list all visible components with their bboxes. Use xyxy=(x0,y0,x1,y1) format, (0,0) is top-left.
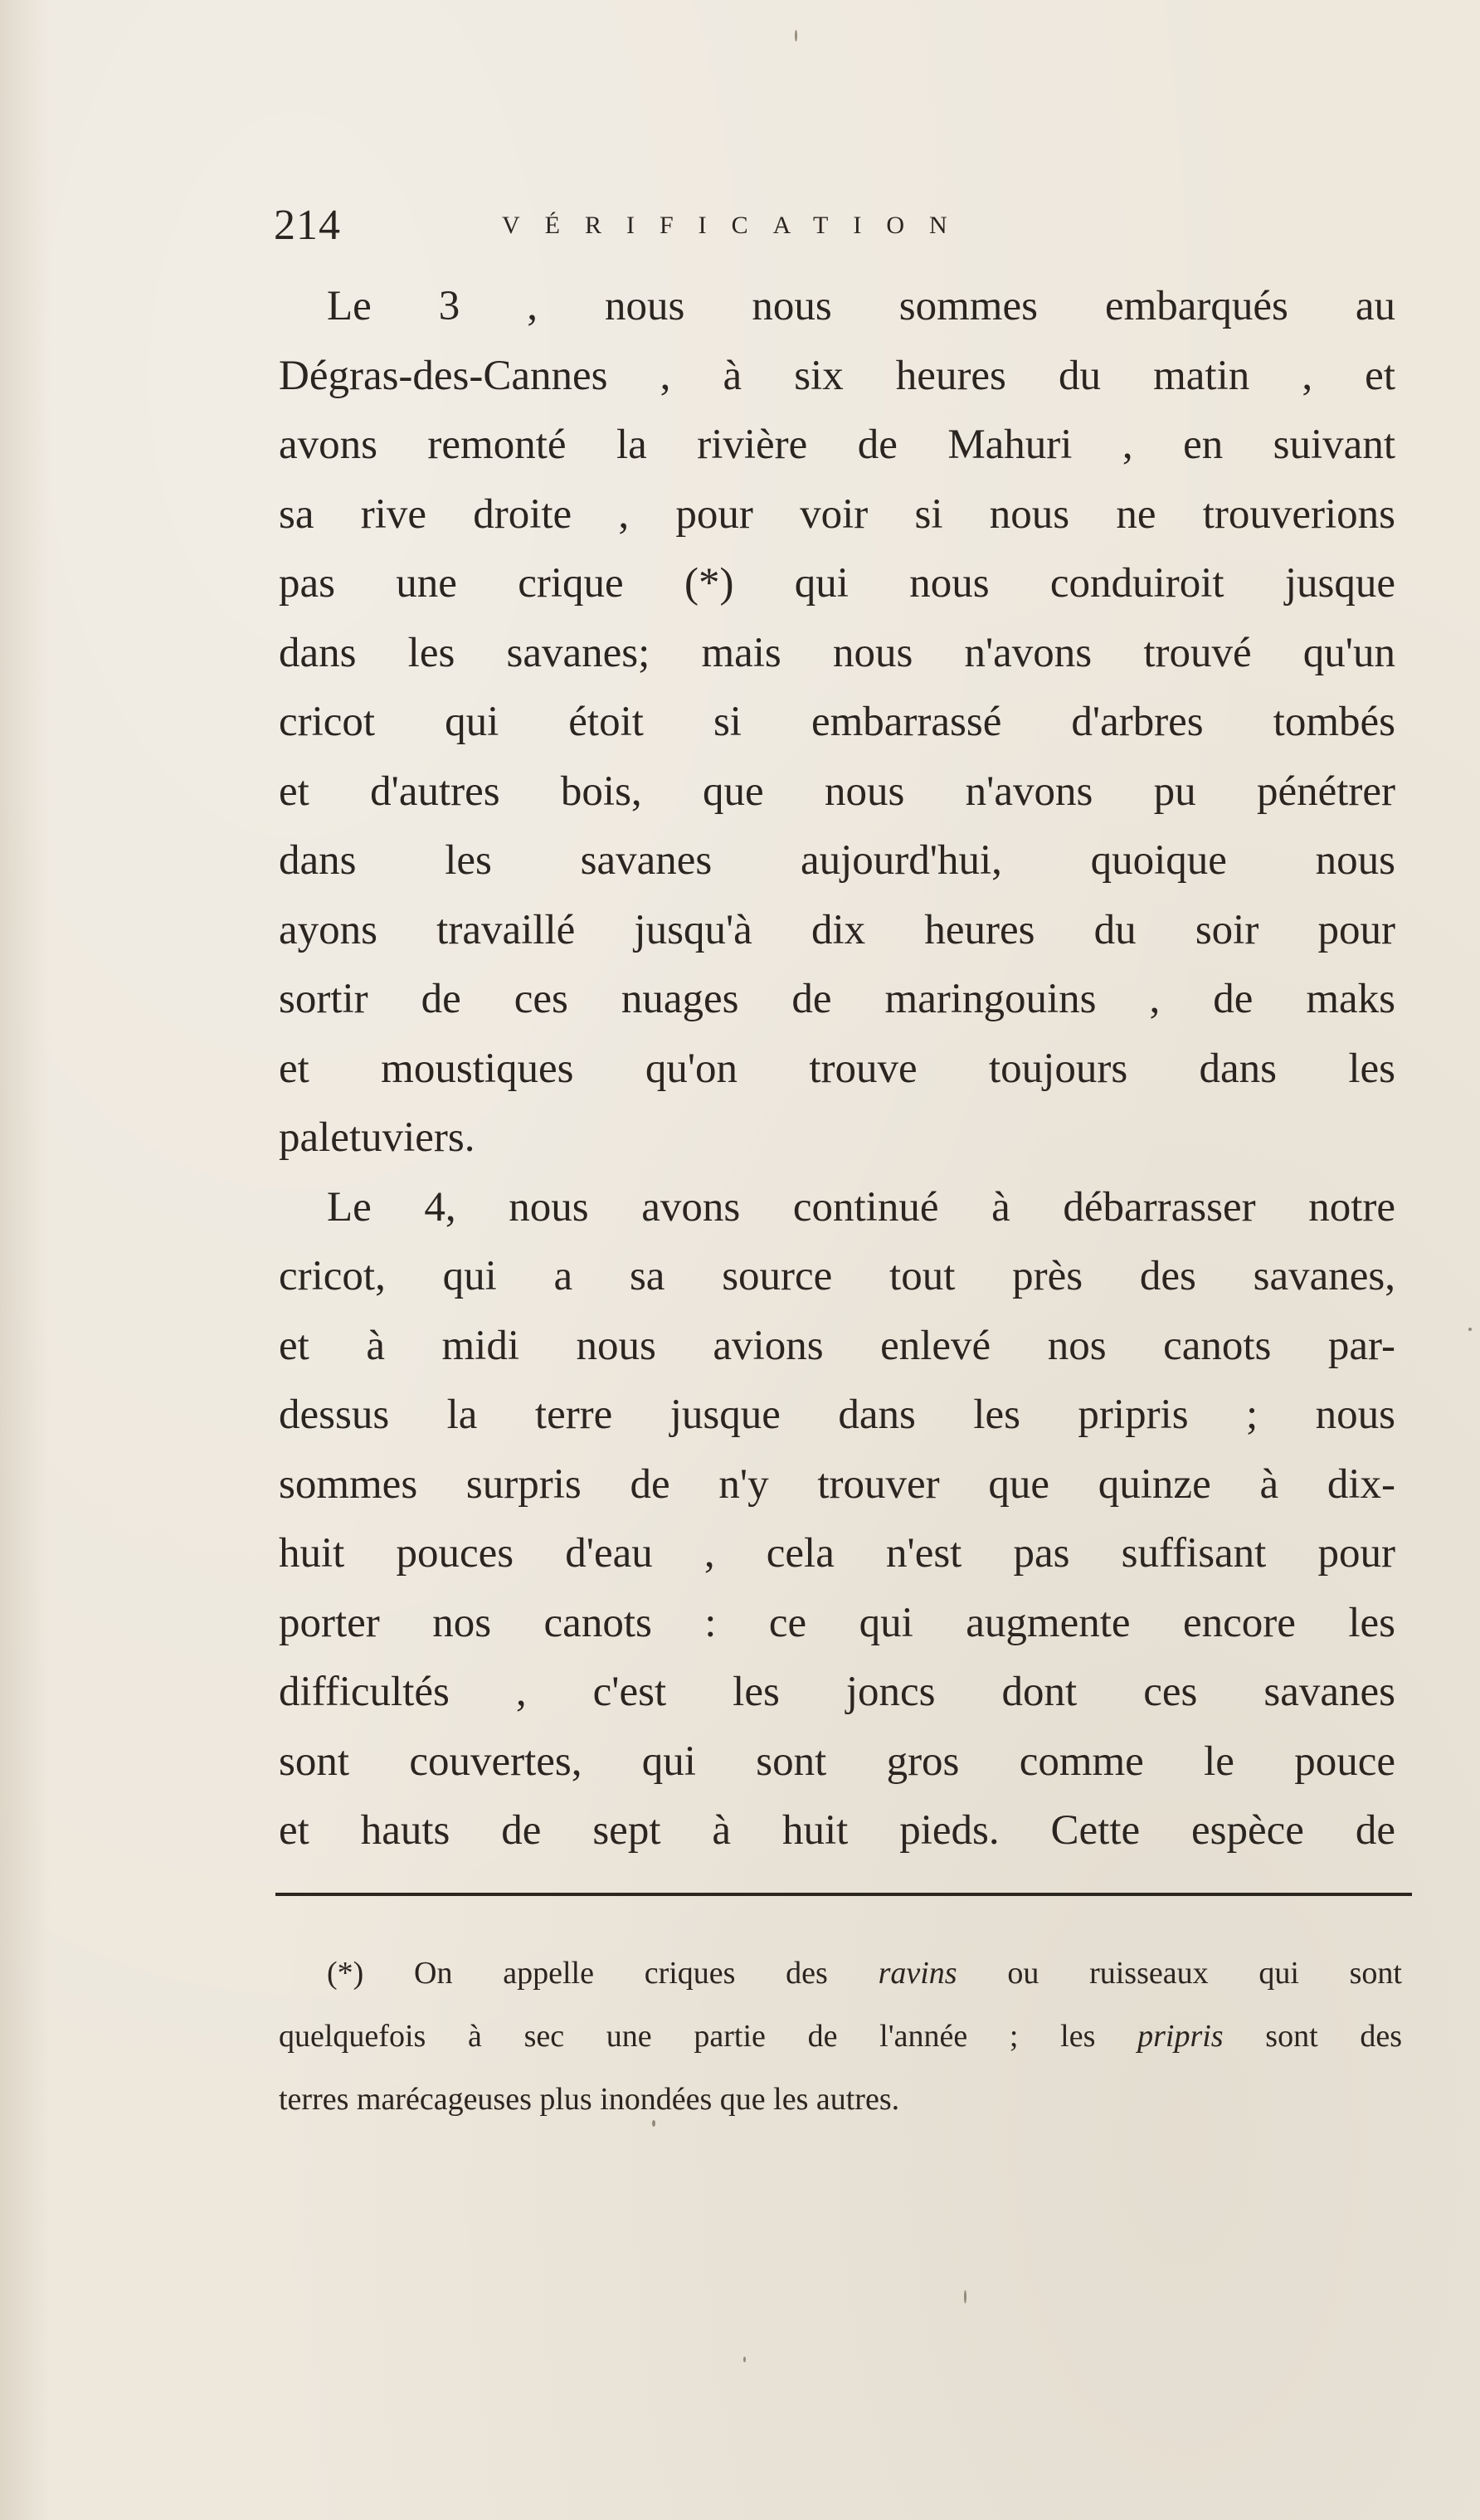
text-line: Le 4, nous avons continué à débarrasser notre xyxy=(327,1183,1395,1231)
footnote-line: terres marécageuses plus inondées que les autres. xyxy=(279,2082,900,2117)
text-line: sont couvertes, qui sont gros comme le pouce xyxy=(279,1738,1395,1785)
page-number: 214 xyxy=(274,202,341,249)
footnote-line xyxy=(279,1942,1402,2005)
footnote-italic-term: ravins xyxy=(878,1956,957,1991)
footnote-text: (*) On appelle criques des xyxy=(327,1956,879,1991)
footnote-divider xyxy=(275,1893,1412,1896)
text-line: cricot, qui a sa source tout près des savanes, xyxy=(279,1253,1395,1299)
paper-speck xyxy=(1468,1328,1472,1331)
text-line: dans les savanes aujourd'hui, quoique nous xyxy=(279,837,1395,884)
text-line: huit pouces d'eau , cela n'est pas suffisant pour xyxy=(279,1530,1395,1577)
running-title: VÉRIFICATION xyxy=(502,212,972,239)
paper-speck xyxy=(743,2357,746,2362)
footnote xyxy=(279,1942,1402,2131)
text-line: Le 3 , nous nous sommes embarqués au xyxy=(327,283,1395,329)
text-line: avons remonté la rivière de Mahuri , en suivant xyxy=(279,422,1395,468)
text-line: et hauts de sept à huit pieds. Cette espèce de xyxy=(279,1807,1395,1854)
footnote-text: sont des xyxy=(1223,2019,1403,2054)
text-line: et d'autres bois, que nous n'avons pu pénétrer xyxy=(279,768,1395,815)
text-line: et à midi nous avions enlevé nos canots par- xyxy=(279,1322,1395,1369)
page-gutter-shadow xyxy=(0,0,50,2520)
paper-speck xyxy=(795,30,797,41)
text-line: ayons travaillé jusqu'à dix heures du soir pour xyxy=(279,906,1395,953)
footnote-text: ou ruisseaux qui sont xyxy=(957,1956,1402,1991)
text-line: sommes surpris de n'y trouver que quinze à dix- xyxy=(279,1460,1395,1508)
text-line: paletuviers. xyxy=(279,1114,475,1161)
body-text xyxy=(279,272,1395,1866)
running-head xyxy=(274,193,1402,259)
text-line: dessus la terre jusque dans les pripris ; nous xyxy=(279,1392,1395,1438)
footnote-text: quelquefois à sec une partie de l'année ; les xyxy=(279,2019,1138,2054)
text-line: Dégras-des-Cannes , à six heures du matin , et xyxy=(279,352,1395,399)
text-line: et moustiques qu'on trouve toujours dans les xyxy=(279,1045,1395,1092)
text-line: pas une crique (*) qui nous conduiroit jusque xyxy=(279,560,1395,607)
text-line: sa rive droite , pour voir si nous ne trouverions xyxy=(279,490,1395,538)
text-line: dans les savanes; mais nous n'avons trouvé qu'un xyxy=(279,629,1395,676)
paper-speck xyxy=(964,2290,966,2303)
text-line: porter nos canots : ce qui augmente encore les xyxy=(279,1599,1395,1646)
text-line: cricot qui étoit si embarrassé d'arbres tombés xyxy=(279,699,1395,745)
text-line: difficultés , c'est les joncs dont ces savanes xyxy=(279,1669,1395,1715)
paper-speck xyxy=(652,2120,655,2127)
text-line: sortir de ces nuages de maringouins , de maks xyxy=(279,976,1395,1022)
footnote-italic-term: pripris xyxy=(1137,2019,1224,2054)
footnote-line xyxy=(279,2005,1402,2068)
